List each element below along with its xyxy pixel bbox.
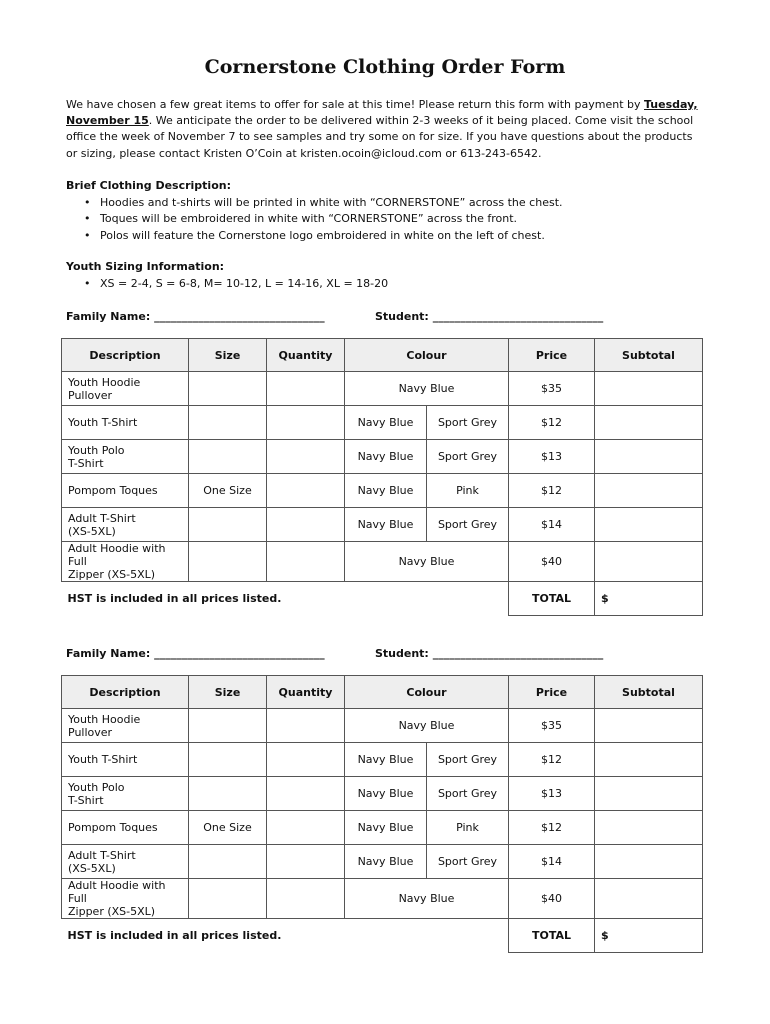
colour-option[interactable]: Navy Blue	[345, 709, 509, 743]
quantity-cell[interactable]	[267, 474, 345, 508]
deadline-date: Tuesday, November 15	[66, 98, 698, 128]
description-item: • Toques will be embroidered in white with “CORNERSTONE” across the front.	[84, 212, 518, 225]
item-description: Adult T-Shirt (XS-5XL)	[62, 508, 189, 542]
description-item: • Hoodies and t-shirts will be printed in white with “CORNERSTONE” across the chest.	[84, 196, 563, 209]
quantity-cell[interactable]	[267, 372, 345, 406]
colour-option[interactable]: Navy Blue	[345, 372, 509, 406]
size-cell[interactable]	[189, 542, 267, 582]
quantity-cell[interactable]	[267, 845, 345, 879]
item-description: Youth Hoodie Pullover	[62, 372, 189, 406]
colour-option[interactable]: Navy Blue	[345, 811, 427, 845]
hst-note: HST is included in all prices listed.	[62, 919, 509, 953]
item-description: Pompom Toques	[62, 474, 189, 508]
size-cell[interactable]	[189, 879, 267, 919]
table-row	[62, 879, 703, 919]
quantity-cell[interactable]	[267, 879, 345, 919]
subtotal-cell[interactable]	[595, 508, 703, 542]
student-line[interactable]: _______________________________	[432, 310, 604, 323]
size-cell[interactable]	[189, 709, 267, 743]
colour-option[interactable]: Sport Grey	[427, 508, 509, 542]
item-description: Pompom Toques	[62, 811, 189, 845]
student-label: Student:	[375, 647, 429, 660]
hst-note: HST is included in all prices listed.	[62, 582, 509, 616]
subtotal-cell[interactable]	[595, 845, 703, 879]
table-row	[62, 508, 703, 542]
size-cell[interactable]: One Size	[189, 474, 267, 508]
subtotal-cell[interactable]	[595, 406, 703, 440]
subtotal-cell[interactable]	[595, 879, 703, 919]
price-cell: $35	[509, 372, 595, 406]
price-cell: $12	[509, 474, 595, 508]
total-label: TOTAL	[509, 919, 595, 953]
item-description: Youth T-Shirt	[62, 406, 189, 440]
table-row	[62, 709, 703, 743]
quantity-cell[interactable]	[267, 811, 345, 845]
quantity-cell[interactable]	[267, 508, 345, 542]
item-description: Youth Polo T-Shirt	[62, 440, 189, 474]
header-size: Size	[189, 676, 267, 709]
subtotal-cell[interactable]	[595, 777, 703, 811]
intro-text-2: . We anticipate the order to be delivered within 2-3 weeks of it being placed. Come visit the school office the week of November 7 to see samples and try some on for size. If you have questions about the products or sizing, please contact Kristen O’Coin at kristen.ocoin@icloud.com or 613-243-6542.	[66, 114, 694, 160]
price-cell: $40	[509, 879, 595, 919]
total-value[interactable]: $	[595, 919, 703, 953]
price-cell: $35	[509, 709, 595, 743]
size-cell[interactable]	[189, 372, 267, 406]
price-cell: $14	[509, 508, 595, 542]
size-cell[interactable]	[189, 440, 267, 474]
family-name-field[interactable]	[66, 647, 325, 660]
price-cell: $14	[509, 845, 595, 879]
item-description: Youth Polo T-Shirt	[62, 777, 189, 811]
header-subtotal: Subtotal	[595, 339, 703, 372]
intro-text-1: We have chosen a few great items to offer for sale at this time! Please return this form with payment by	[66, 98, 645, 111]
colour-option[interactable]: Navy Blue	[345, 440, 427, 474]
family-name-line[interactable]: _______________________________	[154, 310, 325, 323]
subtotal-cell[interactable]	[595, 542, 703, 582]
price-cell: $12	[509, 811, 595, 845]
size-cell[interactable]	[189, 777, 267, 811]
table-row	[62, 474, 703, 508]
colour-option[interactable]: Sport Grey	[427, 440, 509, 474]
total-value[interactable]: $	[595, 582, 703, 616]
item-description: Adult T-Shirt (XS-5XL)	[62, 845, 189, 879]
colour-option[interactable]: Navy Blue	[345, 777, 427, 811]
header-price: Price	[509, 676, 595, 709]
subtotal-cell[interactable]	[595, 709, 703, 743]
item-description: Adult Hoodie with Full Zipper (XS-5XL)	[62, 879, 189, 919]
colour-option[interactable]: Navy Blue	[345, 406, 427, 440]
table-row	[62, 542, 703, 582]
description-heading: Brief Clothing Description:	[66, 179, 231, 192]
student-line[interactable]: _______________________________	[432, 647, 604, 660]
quantity-cell[interactable]	[267, 440, 345, 474]
header-description: Description	[62, 339, 189, 372]
colour-option[interactable]: Pink	[427, 474, 509, 508]
student-name-field[interactable]	[375, 310, 603, 323]
family-name-line[interactable]: _______________________________	[154, 647, 325, 660]
price-cell: $13	[509, 440, 595, 474]
header-size: Size	[189, 339, 267, 372]
page-title: Cornerstone Clothing Order Form	[204, 56, 566, 78]
subtotal-cell[interactable]	[595, 743, 703, 777]
colour-option[interactable]: Navy Blue	[345, 474, 427, 508]
subtotal-cell[interactable]	[595, 440, 703, 474]
table-row	[62, 440, 703, 474]
header-subtotal: Subtotal	[595, 676, 703, 709]
colour-option[interactable]: Navy Blue	[345, 879, 509, 919]
table-row	[62, 777, 703, 811]
description-item: • Polos will feature the Cornerstone logo embroidered in white on the left of chest.	[84, 229, 545, 242]
sizing-heading: Youth Sizing Information:	[66, 260, 225, 273]
subtotal-cell[interactable]	[595, 372, 703, 406]
colour-option[interactable]: Navy Blue	[345, 542, 509, 582]
subtotal-cell[interactable]	[595, 474, 703, 508]
size-cell[interactable]	[189, 845, 267, 879]
table-row	[62, 845, 703, 879]
price-cell: $13	[509, 777, 595, 811]
price-cell: $12	[509, 406, 595, 440]
intro-paragraph	[66, 97, 706, 162]
family-name-label: Family Name:	[66, 310, 151, 323]
header-quantity: Quantity	[267, 339, 345, 372]
family-name-label: Family Name:	[66, 647, 151, 660]
item-description: Youth Hoodie Pullover	[62, 709, 189, 743]
colour-option[interactable]: Sport Grey	[427, 845, 509, 879]
size-cell[interactable]	[189, 508, 267, 542]
colour-option[interactable]: Sport Grey	[427, 406, 509, 440]
price-cell: $12	[509, 743, 595, 777]
quantity-cell[interactable]	[267, 743, 345, 777]
order-table	[61, 338, 703, 616]
header-colour: Colour	[345, 676, 509, 709]
table-row	[62, 743, 703, 777]
quantity-cell[interactable]	[267, 709, 345, 743]
size-cell[interactable]	[189, 743, 267, 777]
subtotal-cell[interactable]	[595, 811, 703, 845]
quantity-cell[interactable]	[267, 406, 345, 440]
total-label: TOTAL	[509, 582, 595, 616]
item-description: Adult Hoodie with Full Zipper (XS-5XL)	[62, 542, 189, 582]
colour-option[interactable]: Navy Blue	[345, 845, 427, 879]
table-row	[62, 406, 703, 440]
quantity-cell[interactable]	[267, 777, 345, 811]
header-price: Price	[509, 339, 595, 372]
student-name-field[interactable]	[375, 647, 603, 660]
size-cell[interactable]: One Size	[189, 811, 267, 845]
order-table	[61, 675, 703, 953]
colour-option[interactable]: Sport Grey	[427, 777, 509, 811]
colour-option[interactable]: Pink	[427, 811, 509, 845]
family-name-field[interactable]	[66, 310, 325, 323]
size-cell[interactable]	[189, 406, 267, 440]
student-label: Student:	[375, 310, 429, 323]
sizing-item: • XS = 2-4, S = 6-8, M= 10-12, L = 14-16, XL = 18-20	[84, 277, 389, 290]
header-quantity: Quantity	[267, 676, 345, 709]
colour-option[interactable]: Navy Blue	[345, 508, 427, 542]
price-cell: $40	[509, 542, 595, 582]
header-description: Description	[62, 676, 189, 709]
quantity-cell[interactable]	[267, 542, 345, 582]
colour-option[interactable]: Sport Grey	[427, 743, 509, 777]
item-description: Youth T-Shirt	[62, 743, 189, 777]
table-row	[62, 811, 703, 845]
table-row	[62, 372, 703, 406]
colour-option[interactable]: Navy Blue	[345, 743, 427, 777]
header-colour: Colour	[345, 339, 509, 372]
